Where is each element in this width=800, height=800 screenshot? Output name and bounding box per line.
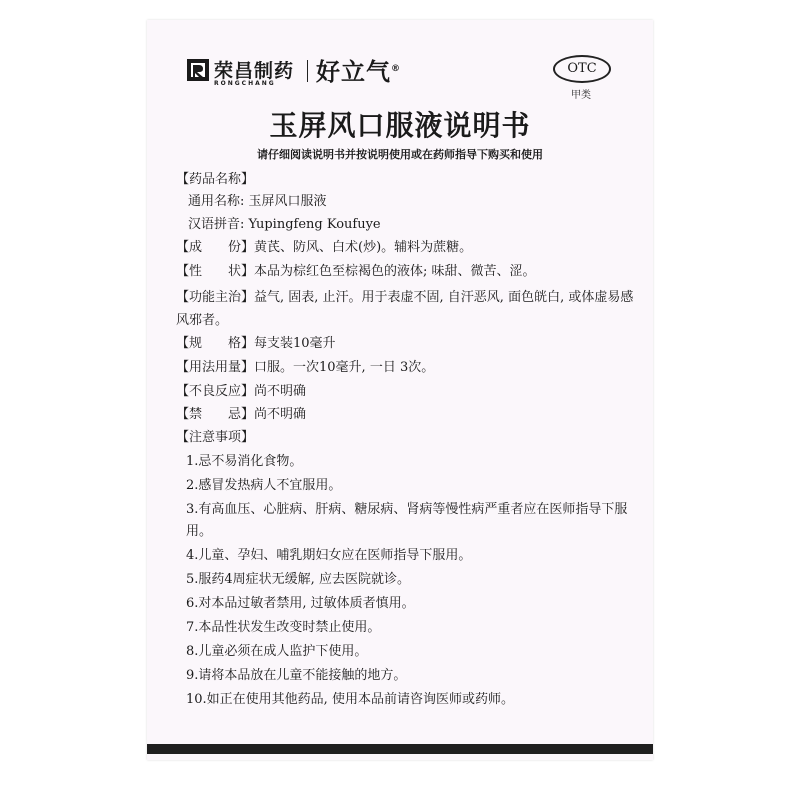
notes-header: 【注意事项】 [176, 430, 255, 445]
ingredients-key: 【成 份】 [176, 240, 255, 255]
properties-row [176, 262, 646, 282]
otc-label: OTC [553, 55, 611, 83]
list-item: 3.有高血压、心脏病、肝病、糖尿病、肾病等慢性病严重者应在医师指导下服用。 [186, 502, 628, 539]
usage-row [176, 358, 646, 378]
list-item: 6.对本品过敏者禁用, 过敏体质者慎用。 [186, 596, 415, 611]
indications-value: 益气, 固表, 止汗。用于表虚不固, 自汗恶风, 面色㿠白, 或体虚易感风邪者。 [176, 290, 634, 328]
pinyin-name: 汉语拼音: Yupingfeng Koufuye [188, 217, 381, 232]
brand-name-en: RONGCHANG [214, 80, 276, 87]
ingredients-row [176, 238, 646, 258]
list-item: 1.忌不易消化食物。 [186, 454, 303, 469]
spec-row [176, 334, 646, 354]
registered-mark: ® [391, 64, 401, 74]
properties-key: 【性 状】 [176, 264, 255, 279]
indications-key: 【功能主治】 [176, 290, 255, 305]
list-item: 8.儿童必须在成人监护下使用。 [186, 644, 368, 659]
spec-value: 每支装10毫升 [254, 336, 336, 351]
list-item: 10.如正在使用其他药品, 使用本品前请咨询医师或药师。 [186, 692, 514, 707]
contra-row [176, 405, 646, 425]
notes-list [186, 451, 646, 713]
brand-name-cn: 荣昌制药 [214, 60, 295, 82]
product-brand [316, 52, 401, 87]
properties-value: 本品为棕红色至棕褐色的液体; 味甜、微苦、涩。 [254, 264, 536, 279]
drug-name-header: 【药品名称】 [176, 172, 255, 187]
generic-name: 通用名称: 玉屏风口服液 [188, 194, 327, 209]
spec-key: 【规 格】 [176, 336, 255, 351]
usage-key: 【用法用量】 [176, 360, 255, 375]
indications-row [176, 286, 646, 332]
otc-badge [553, 55, 609, 101]
page-subtitle: 请仔细阅读说明书并按说明使用或在药师指导下购买和使用 [257, 148, 543, 161]
list-item: 7.本品性状发生改变时禁止使用。 [186, 620, 381, 635]
otc-class: 甲类 [571, 90, 591, 101]
bottom-bar [147, 744, 653, 754]
contra-key: 【禁 忌】 [176, 407, 255, 422]
product-brand-text: 好立气 [316, 58, 391, 86]
brand-divider [307, 60, 308, 82]
page-title: 玉屏风口服液说明书 [269, 109, 531, 142]
adverse-value: 尚不明确 [254, 384, 307, 399]
list-item: 5.服药4周症状无缓解, 应去医院就诊。 [186, 572, 410, 587]
list-item: 9.请将本品放在儿童不能接触的地方。 [186, 668, 407, 683]
ingredients-value: 黄芪、防风、白术(炒)。辅料为蔗糖。 [254, 240, 473, 255]
rongchang-logo-icon [187, 59, 209, 81]
adverse-row [176, 382, 646, 402]
list-item: 2.感冒发热病人不宜服用。 [186, 478, 342, 493]
list-item: 4.儿童、孕妇、哺乳期妇女应在医师指导下服用。 [186, 548, 472, 563]
usage-value: 口服。一次10毫升, 一日 3次。 [254, 360, 435, 375]
contra-value: 尚不明确 [254, 407, 307, 422]
adverse-key: 【不良反应】 [176, 384, 255, 399]
